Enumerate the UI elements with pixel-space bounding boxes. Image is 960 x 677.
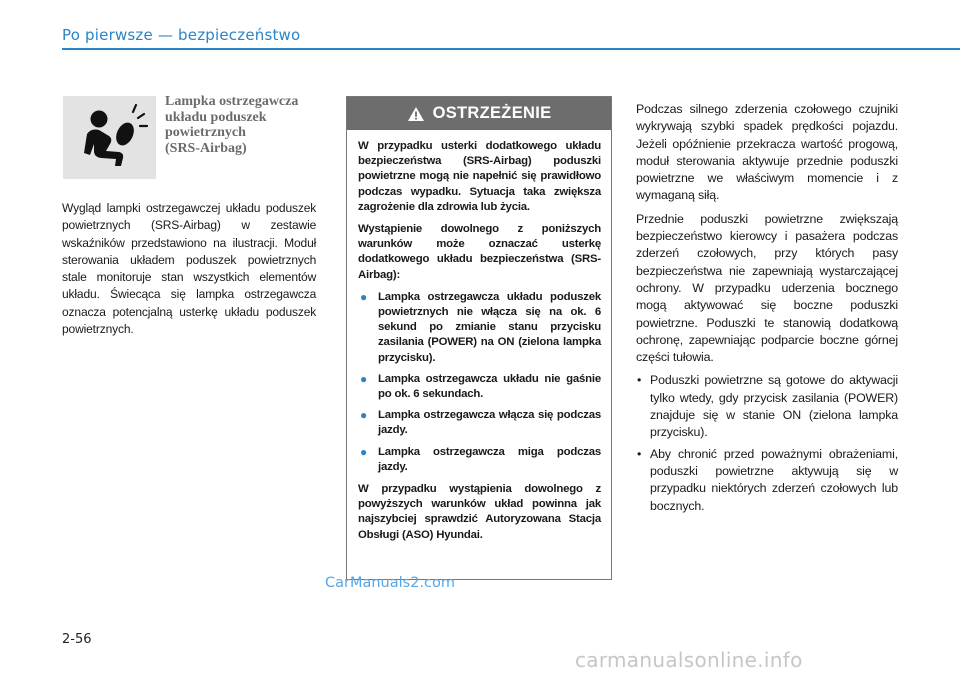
bullet-icon: ● [360,371,368,386]
page-number: 2-56 [62,632,92,647]
lamp-title [165,94,325,156]
bullet-icon: ● [360,444,368,459]
info-list [636,372,898,514]
bullet-icon: ● [360,408,368,423]
lamp-title-line: układu poduszek [165,109,267,125]
warning-paragraph: W przypadku usterki dodatkowego układu bezpieczeństwa (SRS-Airbag) poduszki powietrzne mogą nie napełnić się prawidłowo podczas wypadku. Sytuacja taka zwiększa zagrożenie dla zdrowia lub życia. [358,140,601,213]
warning-triangle-icon [407,106,425,122]
airbag-lamp-box [63,96,156,179]
list-item [358,445,601,475]
list-item-text: Lampka ostrzegawcza miga podczas jazdy. [378,445,601,473]
list-item [636,372,898,441]
warning-body [347,130,611,543]
right-column [636,101,898,519]
bullet-icon: • [637,446,642,461]
warning-list [358,290,601,475]
list-item [636,446,898,515]
list-item [358,408,601,438]
warning-header [347,97,611,130]
bullet-icon: ● [360,289,368,304]
body-paragraph: Podczas silnego zderzenia czołowego czujniki wykrywają szybki spadek prędkości pojazdu. Jeżeli opóźnienie przekracza wartość progową, moduł sterowania aktywuje przednie poduszki powietrzne we właściwym momencie i z wymaganą siłą. [636,102,898,203]
bullet-icon: • [637,373,642,388]
warning-title: OSTRZEŻENIE [432,104,552,122]
body-paragraph: Przednie poduszki powietrzne zwiększają bezpieczeństwo kierowcy i pasażera podczas zderzeń czołowych, przy których pasy bezpieczeństwa nie zapewniają wystarczającej ochrony. W przypadku uderzenia bocznego mogą aktywować się boczne poduszki powietrzne. Poduszki te stanowią dodatkową ochronę, zapewniając podparcie boczne górnej części tułowia. [636,211,898,365]
warning-paragraph: W przypadku wystąpienia dowolnego z powyższych warunków układ powinna jak najszybciej sprawdzić Autoryzowana Stacja Obsługi (ASO) Hyundai. [358,483,601,541]
watermark-link[interactable]: CarManuals2.com [325,575,456,591]
list-item [358,372,601,402]
warning-paragraph: Wystąpienie dowolnego z poniższych warunków może oznaczać usterkę dodatkowego układu bezpieczeństwa (SRS-Airbag): [358,223,601,281]
lamp-title-line: (SRS-Airbag) [165,140,247,156]
section-title: Po pierwsze — bezpieczeństwo [62,26,301,44]
lamp-description: Wygląd lampki ostrzegawczej układu poduszek powietrznych (SRS-Airbag) w zestawie wskaźników przedstawiono na ilustracji. Moduł sterowania układem poduszek powietrznych stale monitoruje stan wszystkich elementów układu. Świecąca się lampka ostrzegawcza oznacza potencjalną usterkę układu poduszek powietrznych. [62,201,317,337]
lamp-title-line: Lampka ostrzegawcza [165,94,299,109]
warning-box [346,96,612,580]
list-item-text: Poduszki powietrzne są gotowe do aktywacji tylko wtedy, gdy przycisk zasilania (POWER) znajduje się w stanie ON (zielona lampka przycisku). [650,373,898,440]
list-item-text: Aby chronić przed poważnymi obrażeniami, poduszki powietrzne aktywują się w przypadku niektórych zderzeń czołowych lub bocznych. [650,446,898,513]
list-item [358,290,601,366]
list-item-text: Lampka ostrzegawcza układu nie gaśnie po ok. 6 sekundach. [378,372,601,401]
header-divider [62,48,960,50]
list-item-text: Lampka ostrzegawcza układu poduszek powietrznych nie włącza się na ok. 6 sekund po zmianie stanu przycisku zasilania (POWER) na ON (zielona lampka przycisku). [378,290,601,364]
lamp-title-line: powietrznych [165,125,246,140]
list-item-text: Lampka ostrzegawcza włącza się podczas jazdy. [378,409,601,437]
airbag-warning-icon [63,96,156,179]
footer-watermark: carmanualsonline.info [575,648,803,672]
